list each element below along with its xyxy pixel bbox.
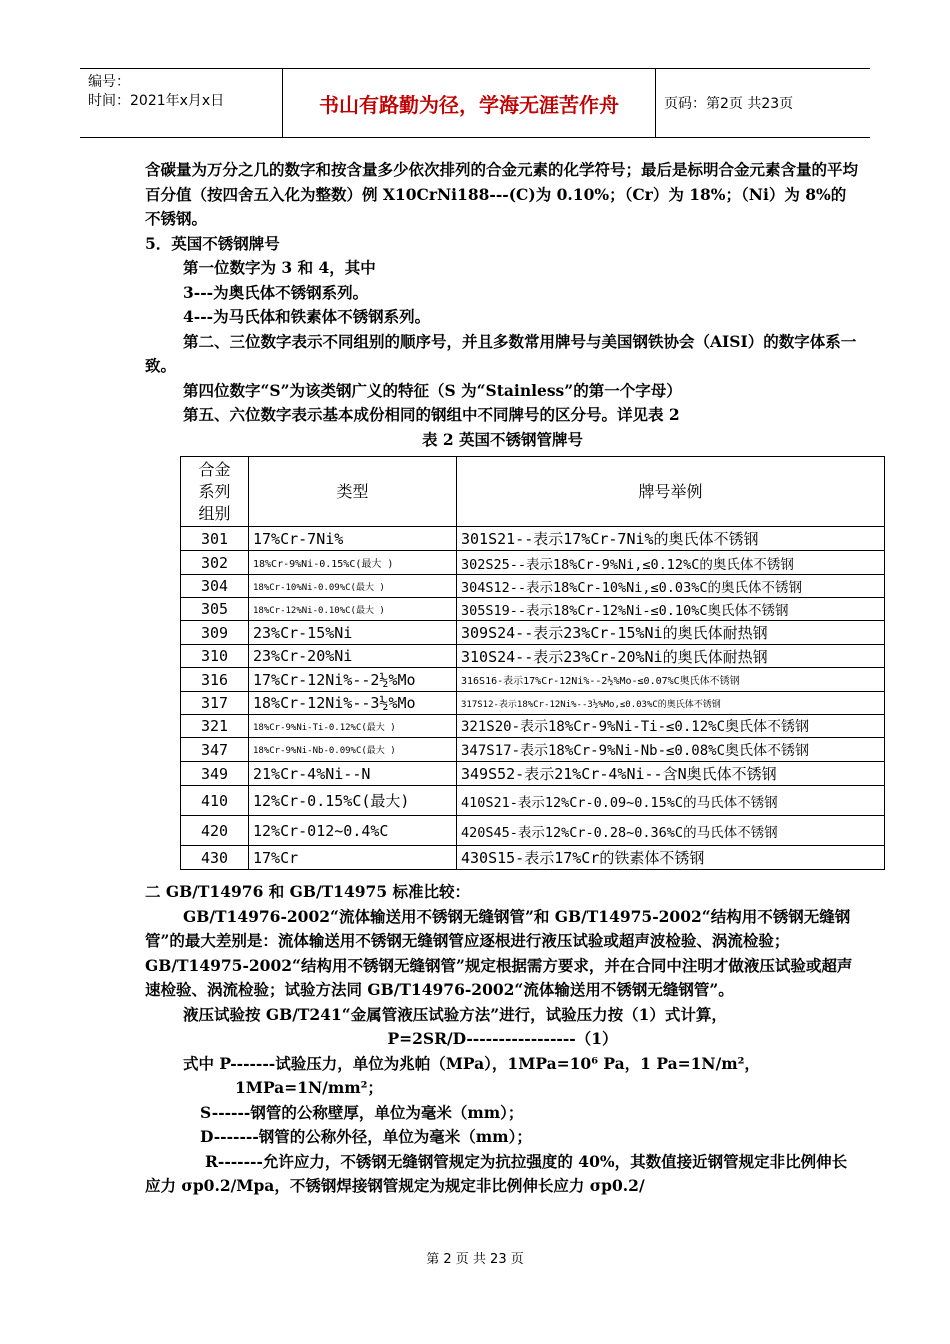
header-page-info: 页码：第2页 共23页: [664, 96, 794, 112]
grade-group-cell: 420: [181, 816, 249, 846]
grade-type-cell: 18%Cr-12%Ni-0.10%C(最大 ): [249, 598, 457, 621]
table-row: [181, 738, 885, 762]
paragraph: R-------允许应力，不锈钢无缝钢管规定为抗拉强度的 40%，其数值接近钢管规定非比例伸长应力 σp0.2/Mpa，不锈钢焊接钢管规定为规定非比例伸长应力 σp0.2/: [145, 1151, 848, 1195]
table-row: [181, 668, 885, 692]
grade-group-cell: 316: [181, 668, 249, 692]
table-row: [181, 527, 885, 551]
grade-group-cell: 347: [181, 738, 249, 762]
grade-type-cell: 18%Cr-10%Ni-0.09%C(最大 ): [249, 575, 457, 598]
paragraph: GB/T14976-2002“流体输送用不锈钢无缝钢管”和 GB/T14975-2002“结构用不锈钢无缝钢管”的最大差别是：流体输送用不锈钢无缝钢管应逐根进行液压试验或超声波检验、涡流检验；GB/T14975-2002“结构用不锈钢无缝钢管”规定根据需方要求，并在合同中注明才做液压试验或超声速检验、涡流检验；试验方法同 GB/T14976-2002“流体输送用不锈钢无缝钢管”。: [145, 906, 853, 999]
grade-type-cell: 17%Cr: [249, 846, 457, 870]
column-header-example: 牌号举例: [457, 457, 885, 527]
grade-example-cell: 302S25--表示18%Cr-9%Ni,≤0.12%C的奥氏体不锈钢: [457, 551, 885, 575]
table-caption: 表 2 英国不锈钢管牌号: [421, 429, 584, 449]
paragraph: 3---为奥氏体不锈钢系列。: [183, 282, 369, 302]
table-row: [181, 551, 885, 575]
grade-example-cell: 430S15-表示17%Cr的铁素体不锈钢: [457, 846, 885, 870]
table-row: [181, 621, 885, 645]
grade-group-cell: 321: [181, 715, 249, 738]
table-row: [181, 692, 885, 715]
paragraph: 第五、六位数字表示基本成份相同的钢组中不同牌号的区分号。详见表 2: [183, 405, 680, 424]
paragraph: 液压试验按 GB/T241“金属管液压试验方法”进行，试验压力按（1）式计算，: [183, 1004, 727, 1024]
steel-grade-table: [180, 456, 885, 870]
paragraph: 4---为马氏体和铁素体不锈钢系列。: [183, 307, 431, 326]
grade-type-cell: 12%Cr-0.15%C(最大): [249, 786, 457, 816]
table-row: [181, 575, 885, 598]
grade-type-cell: 18%Cr-9%Ni-0.15%C(最大 ): [249, 551, 457, 575]
grade-group-cell: 410: [181, 786, 249, 816]
grade-group-cell: 310: [181, 645, 249, 668]
table-row: [181, 715, 885, 738]
paragraph: 式中 P-------试验压力，单位为兆帕（MPa），1MPa=10⁶ Pa，1 Pa=1N/m²，: [183, 1053, 760, 1073]
grade-type-cell: 18%Cr-9%Ni-Nb-0.09%C(最大 ): [249, 738, 457, 762]
table-row: [181, 816, 885, 846]
comparison-section: [145, 880, 860, 1199]
grade-example-cell: 310S24--表示23%Cr-20%Ni的奥氏体耐热钢: [457, 645, 885, 668]
paragraph: 第四位数字“S”为该类钢广义的特征（S 为“Stainless”的第一个字母）: [183, 380, 682, 400]
paragraph: 第一位数字为 3 和 4，其中: [183, 258, 376, 277]
grade-type-cell: 18%Cr-9%Ni-Ti-0.12%C(最大 ): [249, 715, 457, 738]
grade-type-cell: 23%Cr-15%Ni: [249, 621, 457, 645]
grade-example-cell: 304S12--表示18%Cr-10%Ni,≤0.03%C的奥氏体不锈钢: [457, 575, 885, 598]
grade-example-cell: 317S12-表示18%Cr-12Ni%--3½%Mo,≤0.03%C的奥氏体不锈钢: [457, 692, 885, 715]
grade-example-cell: 420S45-表示12%Cr-0.28~0.36%C的马氏体不锈钢: [457, 816, 885, 846]
grade-type-cell: 21%Cr-4%Ni--N: [249, 762, 457, 786]
grade-group-cell: 305: [181, 598, 249, 621]
grade-group-cell: 317: [181, 692, 249, 715]
table-row: [181, 598, 885, 621]
grade-example-cell: 301S21--表示17%Cr-7Ni%的奥氏体不锈钢: [457, 527, 885, 551]
table-row: [181, 645, 885, 668]
grade-type-cell: 12%Cr-012~0.4%C: [249, 816, 457, 846]
formula: P=2SR/D-----------------（1）: [387, 1029, 618, 1048]
page-header: [80, 68, 870, 138]
table-row: [181, 846, 885, 870]
table-row: [181, 786, 885, 816]
grade-group-cell: 430: [181, 846, 249, 870]
paragraph: 第二、三位数字表示不同组别的顺序号，并且多数常用牌号与美国钢铁协会（AISI）的数字体系一致。: [145, 331, 857, 375]
body-text: [145, 158, 860, 452]
page-footer: 第 2 页 共 23 页: [426, 1252, 524, 1267]
paragraph: 1MPa=1N/mm²；: [235, 1078, 383, 1097]
grade-group-cell: 349: [181, 762, 249, 786]
paragraph: D-------钢管的公称外径，单位为毫米（mm）；: [200, 1127, 532, 1146]
column-header-type: 类型: [249, 457, 457, 527]
paragraph: S------钢管的公称壁厚，单位为毫米（mm）；: [200, 1102, 524, 1122]
column-header-group: 合金 系列 组别: [181, 457, 249, 527]
grade-group-cell: 309: [181, 621, 249, 645]
section-heading: 5．英国不锈钢牌号: [145, 233, 280, 253]
grade-type-cell: 18%Cr-12Ni%--3½%Mo: [249, 692, 457, 715]
header-meta: [88, 73, 224, 111]
grade-example-cell: 316S16-表示17%Cr-12Ni%--2½%Mo-≤0.07%C奥氏体不锈钢: [457, 668, 885, 692]
section-heading: 二 GB/T14976 和 GB/T14975 标准比较：: [145, 882, 471, 901]
grade-example-cell: 305S19--表示18%Cr-12%Ni-≤0.10%C奥氏体不锈钢: [457, 598, 885, 621]
header-date: 时间：2021年x月x日: [88, 93, 225, 109]
grade-example-cell: 410S21-表示12%Cr-0.09~0.15%C的马氏体不锈钢: [457, 786, 885, 816]
grade-group-cell: 302: [181, 551, 249, 575]
grade-type-cell: 17%Cr-7Ni%: [249, 527, 457, 551]
grade-type-cell: 23%Cr-20%Ni: [249, 645, 457, 668]
grade-group-cell: 301: [181, 527, 249, 551]
grade-example-cell: 309S24--表示23%Cr-15%Ni的奥氏体耐热钢: [457, 621, 885, 645]
header-motto: 书山有路勤为径，学海无涯苦作舟: [282, 69, 656, 137]
grade-type-cell: 17%Cr-12Ni%--2½%Mo: [249, 668, 457, 692]
header-number: 编号：: [88, 74, 130, 90]
grade-example-cell: 347S17-表示18%Cr-9%Ni-Nb-≤0.08%C奥氏体不锈钢: [457, 738, 885, 762]
table-row: [181, 762, 885, 786]
grade-example-cell: 321S20-表示18%Cr-9%Ni-Ti-≤0.12%C奥氏体不锈钢: [457, 715, 885, 738]
paragraph: 含碳量为万分之几的数字和按含量多少依次排列的合金元素的化学符号；最后是标明合金元素含量的平均百分值（按四舍五入化为整数）例 X10CrNi188---(C)为 0.10%；（Cr）为 18%；（Ni）为 8%的不锈钢。: [145, 160, 859, 228]
grade-example-cell: 349S52-表示21%Cr-4%Ni--含N奥氏体不锈钢: [457, 762, 885, 786]
grade-group-cell: 304: [181, 575, 249, 598]
